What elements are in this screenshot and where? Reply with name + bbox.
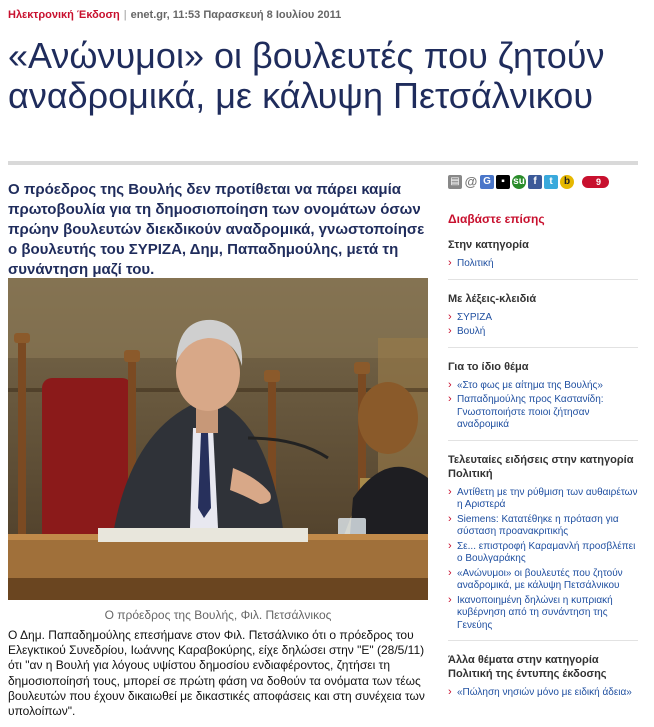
- other-link[interactable]: › «Πώληση νησιών μόνο με ειδική άδεια»: [448, 687, 638, 700]
- other-label: Άλλα θέματα στην κατηγορία Πολιτική της έντυπης έκδοσης: [448, 654, 607, 680]
- buzz-icon[interactable]: b: [560, 175, 574, 189]
- other-group: [448, 653, 638, 700]
- category-label: Στην κατηγορία: [448, 239, 529, 251]
- topic-list: [448, 380, 638, 432]
- share-toolbar: [448, 172, 638, 192]
- email-icon[interactable]: @: [464, 174, 478, 189]
- sidebar: [448, 172, 638, 702]
- sidebar-divider: [448, 440, 638, 441]
- article-lede: Ο πρόεδρος της Βουλής δεν προτίθεται να πάρει καμία πρωτοβουλία για τη δημοσιοποίηση των ονομάτων όσων πρώην βουλευτών διεκδικούν αναδρομικά, γνωστοποίησε ο βουλευτής του ΣΥΡΙΖΑ, Δημ, Παπαδημούλης, μετά τη συνάντηση μαζί του.: [8, 181, 425, 278]
- dateline: enet.gr, 11:53 Παρασκευή 8 Ιουλίου 2011: [130, 9, 342, 21]
- delicious-icon[interactable]: ▪: [496, 175, 510, 189]
- headline-divider: [8, 161, 638, 165]
- latest-link[interactable]: › Ικανοποιημένη δηλώνει η κυπριακή κυβέρνηση από τη συνάντηση της Γενεύης: [448, 595, 638, 633]
- topic-link[interactable]: › Παπαδημούλης προς Καστανίδη: Γνωστοποιήστε ποιοι ζήτησαν αναδρομικά: [448, 394, 638, 432]
- article-body: Ο Δημ. Παπαδημούλης επεσήμανε στον Φιλ. Πετσάλνικο ότι ο πρόεδρος του Ελεγκτικού Συνεδρίου, Ιωάννης Καραβοκύρης, είχε δηλώσει στην "Ε" (28/5/11) ότι "αν η Βουλή για λόγους υψίστου δημοσίου ενδιαφέροντος, ζητήσει τη δημοσιοποίησή τους, μπορεί σε πρώτη φάση να δοθούν τα ονόματα των τέως βουλευτών που έχουν δικαιωθεί με δικαστικές αποφάσεις και στη συνέχεια των υπολοίπων".: [8, 628, 425, 719]
- topic-link[interactable]: › «Στο φως με αίτημα της Βουλής»: [448, 380, 638, 393]
- latest-link[interactable]: › «Ανώνυμοι» οι βουλευτές που ζητούν αναδρομικά, με κάλυψη Πετσάλνικου: [448, 568, 638, 593]
- print-icon[interactable]: ▤: [448, 175, 462, 189]
- category-link[interactable]: › Πολιτική: [448, 258, 638, 271]
- top-bar: [8, 8, 341, 22]
- category-group: [448, 238, 638, 271]
- google-icon[interactable]: G: [480, 175, 494, 189]
- comment-count-badge[interactable]: 9: [582, 176, 609, 188]
- latest-link[interactable]: › Αντίθετη με την ρύθμιση των αυθαιρέτων η Αριστερά: [448, 487, 638, 512]
- topic-group: [448, 360, 638, 432]
- stumbleupon-icon[interactable]: su: [513, 176, 525, 187]
- category-list: [448, 258, 638, 271]
- latest-group: [448, 453, 638, 633]
- latest-label: Τελευταίες ειδήσεις στην κατηγορία Πολιτική: [448, 453, 634, 480]
- keyword-link[interactable]: › ΣΥΡΙΖΑ: [448, 312, 638, 325]
- read-also-heading: Διαβάστε επίσης: [448, 212, 545, 226]
- edition-link[interactable]: Ηλεκτρονική Έκδοση: [8, 9, 120, 21]
- latest-link[interactable]: › Siemens: Κατατέθηκε η πρόταση για σύσταση προανακριτικής: [448, 514, 638, 539]
- keywords-label: Με λέξεις-κλειδιά: [448, 292, 537, 305]
- other-list: [448, 687, 638, 700]
- sidebar-divider: [448, 279, 638, 280]
- latest-link[interactable]: › Σε... επιστροφή Καραμανλή προσβλέπει ο Βουλγαράκης: [448, 541, 638, 566]
- latest-list: [448, 487, 638, 633]
- topbar-separator: |: [123, 9, 127, 21]
- topic-label: Για το ίδιο θέμα: [448, 360, 529, 373]
- sidebar-divider: [448, 347, 638, 348]
- photo-caption: Ο πρόεδρος της Βουλής, Φιλ. Πετσάλνικος: [104, 608, 332, 622]
- article-photo: [8, 278, 428, 600]
- article-headline: «Ανώνυμοι» οι βουλευτές που ζητούν αναδρομικά, με κάλυψη Πετσάλνικου: [8, 35, 605, 116]
- sidebar-divider: [448, 640, 638, 641]
- facebook-icon[interactable]: f: [528, 175, 542, 189]
- twitter-icon[interactable]: t: [544, 175, 558, 189]
- keywords-list: [448, 312, 638, 339]
- keyword-link[interactable]: › Βουλή: [448, 326, 638, 339]
- keywords-group: [448, 292, 638, 339]
